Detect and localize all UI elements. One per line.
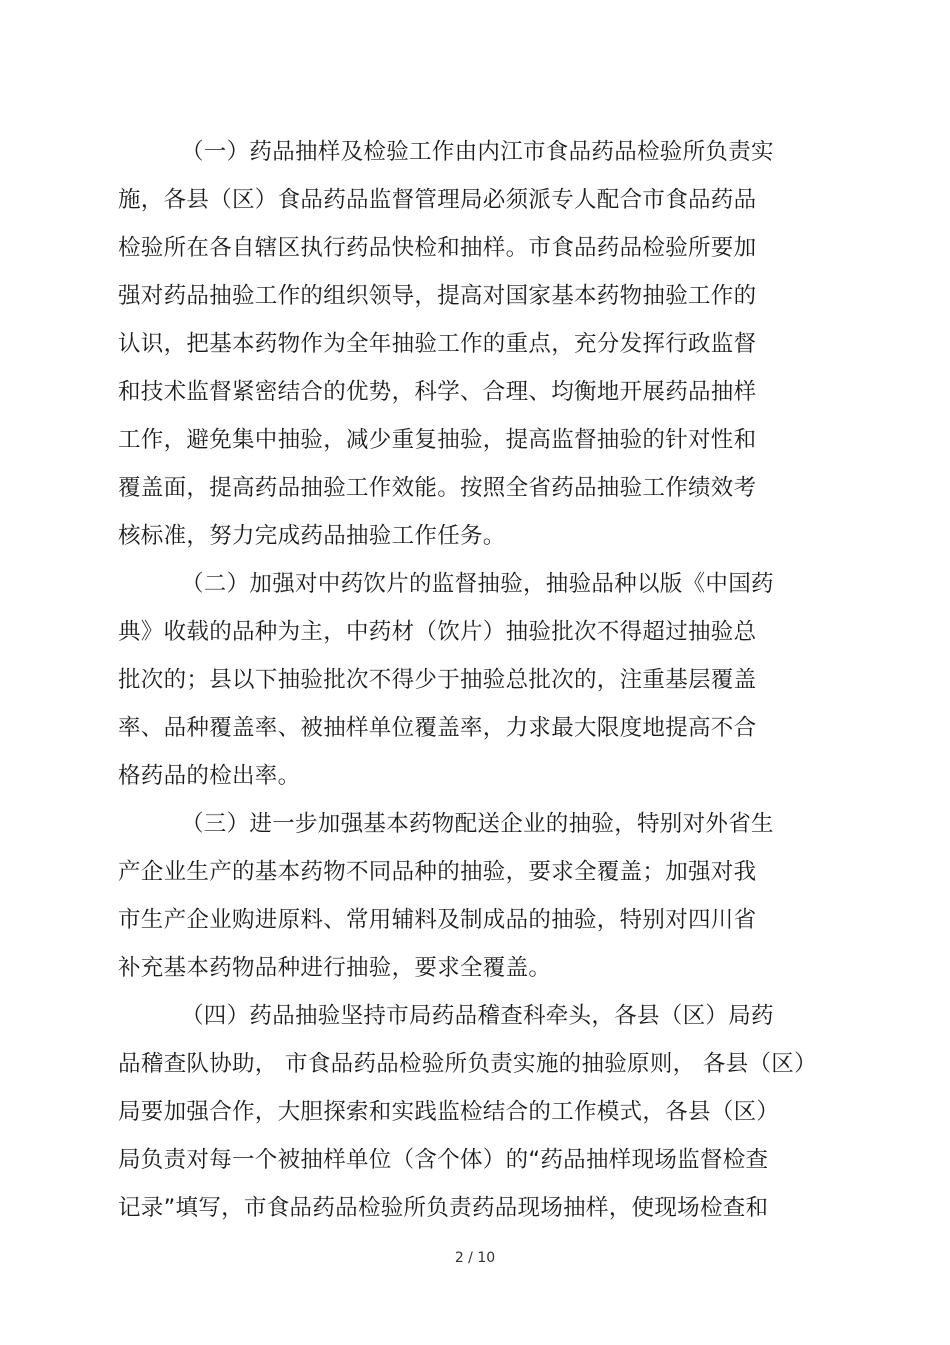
paragraph-1-line-8: 覆盖面，提高药品抽验工作效能。按照全省药品抽验工作绩效考 (118, 475, 757, 501)
paragraph-1-line-6: 和技术监督紧密结合的优势，科学、合理、均衡地开展药品抽样 (118, 379, 757, 405)
paragraph-3-line-2: 产企业生产的基本药物不同品种的抽验，要求全覆盖；加强对我 (118, 859, 757, 885)
paragraph-2-line-1: （二）加强对中药饮片的监督抽验，抽验品种以版《中国药 (181, 571, 774, 597)
paragraph-4-line-2: 品稽查队协助， 市食品药品检验所负责实施的抽验原则， 各县（区） (118, 1051, 817, 1077)
paragraph-1-line-9: 核标准，努力完成药品抽验工作任务。 (118, 523, 506, 549)
page-number: 2 / 10 (454, 1250, 496, 1266)
paragraph-1-line-5: 认识，把基本药物作为全年抽验工作的重点，充分发挥行政监督 (118, 331, 757, 357)
paragraph-1-line-3: 检验所在各自辖区执行药品快检和抽样。市食品药品检验所要加 (118, 235, 757, 261)
paragraph-4-line-4: 局负责对每一个被抽样单位（含个体）的“药品抽样现场监督检查 (118, 1147, 769, 1173)
paragraph-1-line-2: 施，各县（区）食品药品监督管理局必须派专人配合市食品药品 (118, 187, 757, 213)
paragraph-4-line-5: 记录”填写，市食品药品检验所负责药品现场抽样，使现场检查和 (118, 1195, 769, 1221)
paragraph-3-line-3: 市生产企业购进原料、常用辅料及制成品的抽验，特别对四川省 (118, 907, 757, 933)
paragraph-2-line-5: 格药品的检出率。 (118, 763, 301, 789)
paragraph-1-line-4: 强对药品抽验工作的组织领导，提高对国家基本药物抽验工作的 (118, 283, 757, 309)
paragraph-4-line-3: 局要加强合作，大胆探索和实践监检结合的工作模式，各县（区） (118, 1099, 780, 1125)
paragraph-1-line-1: （一）药品抽样及检验工作由内江市食品药品检验所负责实 (181, 139, 774, 165)
paragraph-3-line-1: （三）进一步加强基本药物配送企业的抽验，特别对外省生 (181, 811, 774, 837)
paragraph-2-line-3: 批次的；县以下抽验批次不得少于抽验总批次的，注重基层覆盖 (118, 667, 757, 693)
paragraph-1-line-7: 工作，避免集中抽验，减少重复抽验，提高监督抽验的针对性和 (118, 427, 757, 453)
paragraph-2-line-4: 率、品种覆盖率、被抽样单位覆盖率，力求最大限度地提高不合 (118, 715, 757, 741)
paragraph-4-line-1: （四）药品抽验坚持市局药品稽查科牵头，各县（区）局药 (181, 1003, 774, 1029)
paragraph-3-line-4: 补充基本药物品种进行抽验，要求全覆盖。 (118, 955, 552, 981)
paragraph-2-line-2: 典》收载的品种为主，中药材（饮片）抽验批次不得超过抽验总 (118, 619, 757, 645)
